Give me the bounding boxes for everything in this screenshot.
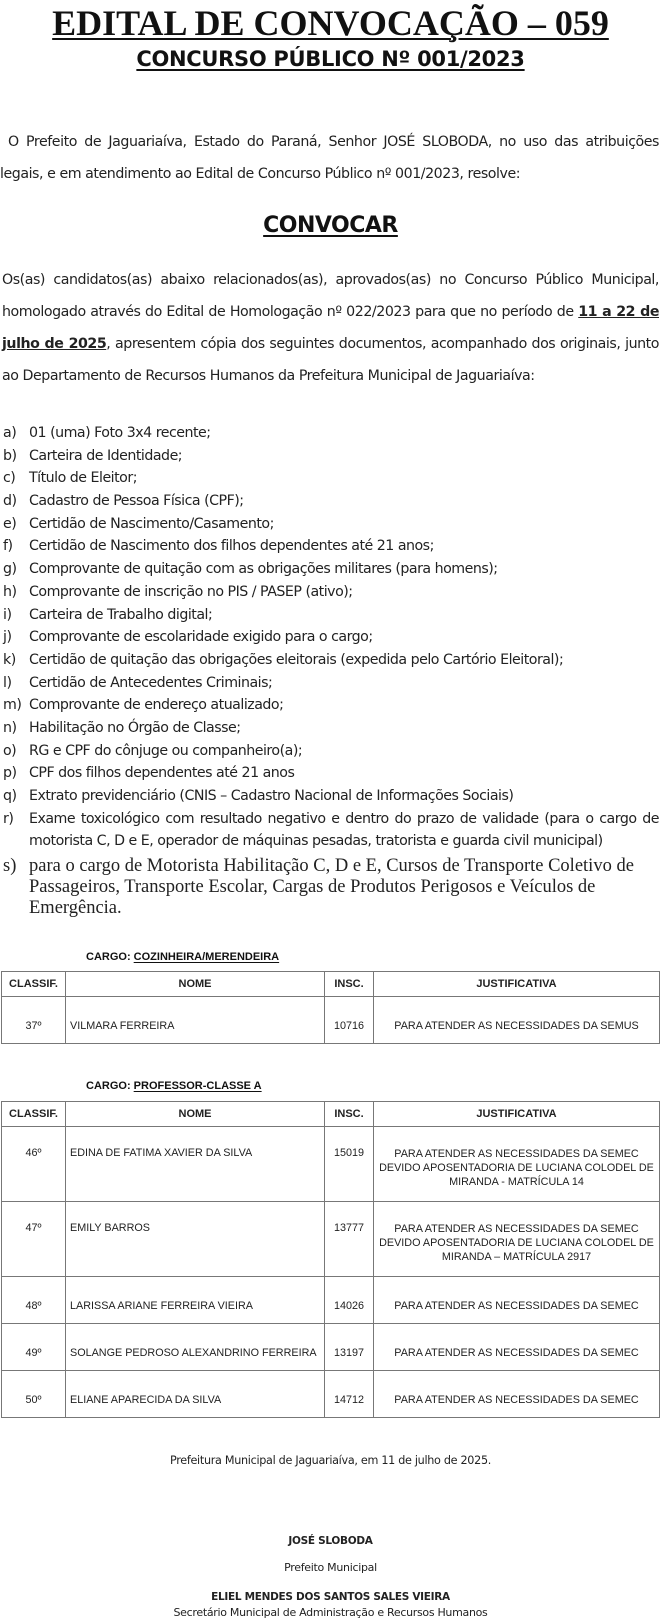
- cell-justificativa: PARA ATENDER AS NECESSIDADES DA SEMEC: [374, 1371, 660, 1418]
- column-header-justificativa: JUSTIFICATIVA: [374, 972, 660, 997]
- intro-line-1: O Prefeito de Jaguariaíva, Estado do Paraná, Senhor JOSÉ SLOBODA, no uso das atribuições: [8, 134, 659, 150]
- list-item-text: Certidão de quitação das obrigações eleitorais (expedida pelo Cartório Eleitoral);: [29, 651, 564, 668]
- list-item-label: d): [3, 493, 17, 510]
- list-item-label: i): [3, 606, 12, 623]
- convocar-text: CONVOCAR: [263, 213, 398, 238]
- cargo-label: CARGO:: [86, 951, 134, 963]
- cell-justificativa: PARA ATENDER AS NECESSIDADES DA SEMEC: [374, 1324, 660, 1371]
- list-item-label: a): [3, 425, 17, 441]
- period-start-highlight: 11 a 22 de: [578, 304, 659, 320]
- cell-nome: SOLANGE PEDROSO ALEXANDRINO FERREIRA: [66, 1324, 325, 1371]
- cargo-heading: [86, 951, 279, 963]
- list-item: [3, 581, 659, 604]
- cell-nome: EMILY BARROS: [66, 1202, 325, 1277]
- list-item: [3, 467, 659, 490]
- list-item: [3, 740, 659, 763]
- document-subtitle-text: CONCURSO PÚBLICO Nº 001/2023: [136, 47, 525, 71]
- list-item-text: Certidão de Antecedentes Criminais;: [29, 674, 273, 691]
- list-item-text: Certidão de Nascimento dos filhos dependentes até 21 anos;: [29, 538, 434, 555]
- cell-nome: VILMARA FERREIRA: [66, 997, 325, 1044]
- body-line-2: [2, 304, 659, 320]
- cargo-label: CARGO:: [86, 1080, 134, 1092]
- list-item: [3, 558, 659, 581]
- list-item-text: Certidão de Nascimento/Casamento;: [29, 515, 274, 532]
- list-item-label: g): [3, 561, 17, 578]
- list-item-text: Habilitação no Órgão de Classe;: [29, 719, 241, 736]
- list-item: [3, 490, 659, 513]
- intro-line-2: legais, e em atendimento ao Edital de Concurso Público nº 001/2023, resolve:: [0, 166, 521, 182]
- cell-insc: 14026: [325, 1277, 374, 1324]
- column-header-insc: INSC.: [325, 972, 374, 997]
- cargo-heading: [86, 1080, 262, 1092]
- cargo-name: PROFESSOR-CLASSE A: [133, 1080, 262, 1092]
- list-item: [3, 422, 659, 445]
- documents-list: [3, 422, 659, 928]
- list-item-text: para o cargo de Motorista Habilitação C, D e E, Cursos de Transporte Coletivo de Passageiros, Transporte Escolar, Cargas de Produtos Perigosos e Veículos de Emergência.: [29, 855, 634, 918]
- list-item: [3, 672, 659, 695]
- cell-insc: 13777: [325, 1202, 374, 1277]
- cell-insc: 13197: [325, 1324, 374, 1371]
- cell-justificativa: PARA ATENDER AS NECESSIDADES DA SEMUS: [374, 997, 660, 1044]
- list-item-label: n): [3, 719, 17, 736]
- list-item-label: h): [3, 583, 17, 600]
- column-header-nome: NOME: [66, 1102, 325, 1127]
- cell-classif: 37º: [2, 997, 66, 1044]
- signer-2-role: Secretário Municipal de Administração e Recursos Humanos: [173, 1606, 488, 1619]
- list-item-label: l): [3, 674, 12, 691]
- signer-1-role: Prefeito Municipal: [284, 1561, 377, 1574]
- list-item-label: r): [3, 810, 14, 827]
- list-item-text: Comprovante de escolaridade exigido para o cargo;: [29, 629, 373, 646]
- body-line-2-text: homologado através do Edital de Homologação nº 022/2023 para que no período de: [2, 304, 579, 320]
- list-item-text: 01 (uma) Foto 3x4 recente;: [29, 425, 211, 441]
- table-row: [2, 1127, 660, 1202]
- body-line-1: Os(as) candidatos(as) abaixo relacionados(as), aprovados(as) no Concurso Público Municipal,: [2, 272, 659, 288]
- candidates-table-cozinheira: [1, 971, 660, 1044]
- list-item-text: Carteira de Identidade;: [29, 447, 183, 464]
- body-line-4: ao Departamento de Recursos Humanos da Prefeitura Municipal de Jaguariaíva:: [2, 368, 535, 384]
- list-item: [3, 853, 659, 928]
- list-item-label: b): [3, 447, 17, 464]
- list-item-label: o): [3, 742, 17, 759]
- table-header-row: [2, 1102, 660, 1127]
- cell-classif: 48º: [2, 1277, 66, 1324]
- table-row: [2, 1324, 660, 1371]
- cell-justificativa: PARA ATENDER AS NECESSIDADES DA SEMEC DEVIDO APOSENTADORIA DE LUCIANA COLODEL DE MIRANDA - MATRÍCULA 14: [374, 1127, 660, 1202]
- cell-insc: 15019: [325, 1127, 374, 1202]
- list-item-text: Cadastro de Pessoa Física (CPF);: [29, 493, 244, 510]
- column-header-classif: CLASSIF.: [2, 1102, 66, 1127]
- candidates-table-professor: [1, 1101, 660, 1418]
- list-item: [3, 535, 659, 558]
- list-item-text: Carteira de Trabalho digital;: [29, 606, 213, 623]
- cell-classif: 46º: [2, 1127, 66, 1202]
- table-row: [2, 1371, 660, 1418]
- list-item-label: m): [3, 697, 22, 714]
- cell-insc: 14712: [325, 1371, 374, 1418]
- list-item: [3, 445, 659, 468]
- document-subtitle: [0, 45, 661, 73]
- cell-nome: LARISSA ARIANE FERREIRA VIEIRA: [66, 1277, 325, 1324]
- table-row: [2, 1277, 660, 1324]
- cell-justificativa: PARA ATENDER AS NECESSIDADES DA SEMEC: [374, 1277, 660, 1324]
- body-line-3-text: , apresentem cópia dos seguintes documentos, acompanhado dos originais, junto: [106, 336, 659, 352]
- list-item-label: e): [3, 515, 17, 532]
- table-row: [2, 997, 660, 1044]
- list-item-label: s): [3, 855, 17, 876]
- list-item: [3, 694, 659, 717]
- column-header-classif: CLASSIF.: [2, 972, 66, 997]
- list-item-label: f): [3, 538, 13, 555]
- list-item-label: c): [3, 470, 16, 487]
- list-item-text: RG e CPF do cônjuge ou companheiro(a);: [29, 742, 303, 759]
- list-item: [3, 604, 659, 627]
- period-end-highlight: julho de 2025: [2, 336, 107, 352]
- list-item-text: Comprovante de quitação com as obrigações militares (para homens);: [29, 561, 498, 578]
- list-item: [3, 808, 659, 853]
- list-item: [3, 626, 659, 649]
- list-item: [3, 717, 659, 740]
- list-item-text: Comprovante de endereço atualizado;: [29, 697, 284, 714]
- document-title-text: EDITAL DE CONVOCAÇÃO – 059: [52, 3, 609, 43]
- list-item: [3, 513, 659, 536]
- list-item-label: q): [3, 788, 17, 804]
- cargo-name: COZINHEIRA/MERENDEIRA: [133, 951, 280, 963]
- list-item-label: k): [3, 651, 16, 668]
- column-header-nome: NOME: [66, 972, 325, 997]
- table-row: [2, 1202, 660, 1277]
- list-item-label: j): [3, 629, 12, 646]
- table-header-row: [2, 972, 660, 997]
- list-item-label: p): [3, 765, 17, 782]
- list-item-text: CPF dos filhos dependentes até 21 anos: [29, 765, 295, 782]
- column-header-insc: INSC.: [325, 1102, 374, 1127]
- cell-classif: 49º: [2, 1324, 66, 1371]
- cell-insc: 10716: [325, 997, 374, 1044]
- list-item-text: Extrato previdenciário (CNIS – Cadastro Nacional de Informações Sociais): [29, 788, 514, 804]
- list-item: [3, 762, 659, 785]
- body-line-3: [2, 336, 659, 352]
- list-item: [3, 649, 659, 672]
- cell-classif: 50º: [2, 1371, 66, 1418]
- convocar-heading: [0, 213, 661, 238]
- cell-nome: ELIANE APARECIDA DA SILVA: [66, 1371, 325, 1418]
- column-header-justificativa: JUSTIFICATIVA: [374, 1102, 660, 1127]
- signer-1-name: JOSÉ SLOBODA: [288, 1535, 373, 1547]
- list-item-text: Comprovante de inscrição no PIS / PASEP (ativo);: [29, 583, 353, 600]
- cell-classif: 47º: [2, 1202, 66, 1277]
- place-date: Prefeitura Municipal de Jaguariaíva, em 11 de julho de 2025.: [169, 1454, 492, 1467]
- cell-nome: EDINA DE FATIMA XAVIER DA SILVA: [66, 1127, 325, 1202]
- cell-justificativa: PARA ATENDER AS NECESSIDADES DA SEMEC DEVIDO APOSENTADORIA DE LUCIANA COLODEL DE MIRANDA – MATRÍCULA 2917: [374, 1202, 660, 1277]
- list-item: [3, 785, 659, 808]
- list-item-text: Exame toxicológico com resultado negativo e dentro do prazo de validade (para o cargo de motorista C, D e E, operador de máquinas pesadas, tratorista e guarda civil municipal): [29, 810, 659, 849]
- document-title: [0, 2, 661, 44]
- list-item-text: Título de Eleitor;: [29, 470, 137, 487]
- signer-2-name: ELIEL MENDES DOS SANTOS SALES VIEIRA: [211, 1591, 450, 1603]
